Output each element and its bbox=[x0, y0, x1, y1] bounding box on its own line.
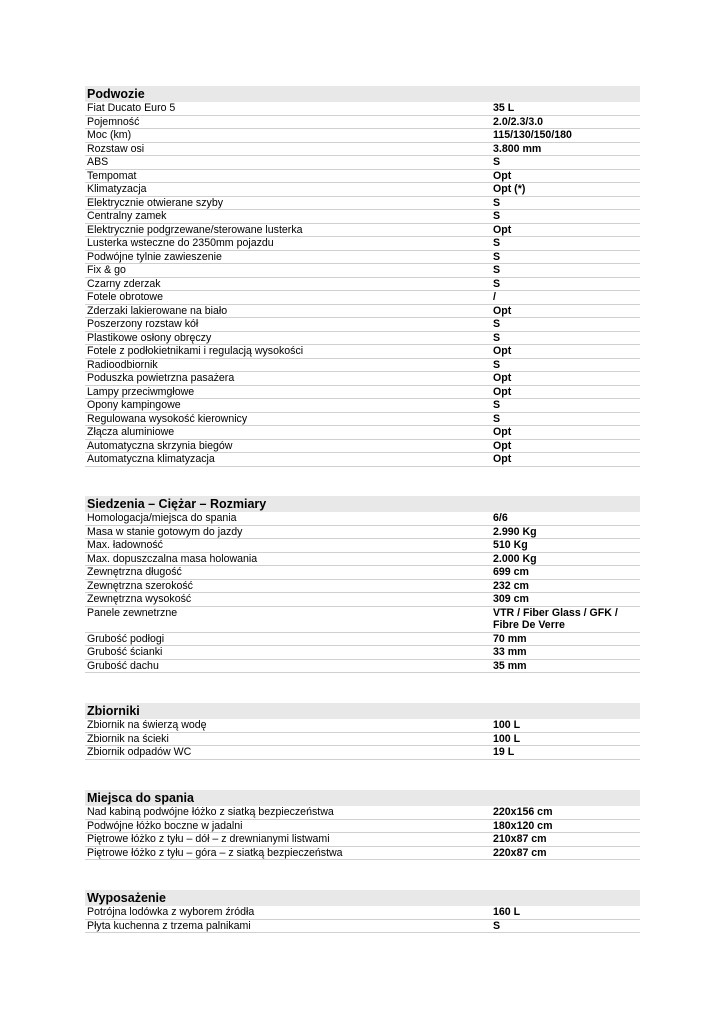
spec-label: Centralny zamek bbox=[87, 210, 167, 222]
spec-row bbox=[85, 359, 640, 373]
spec-label: Zbiornik na ścieki bbox=[87, 732, 169, 745]
spec-value: 19 L bbox=[493, 746, 515, 758]
spec-label: Plastikowe osłony obręczy bbox=[87, 331, 212, 344]
spec-value: S bbox=[493, 331, 501, 344]
spec-row bbox=[85, 526, 640, 540]
spec-row bbox=[85, 833, 640, 847]
spec-row bbox=[85, 210, 640, 224]
spec-value: S bbox=[493, 156, 501, 168]
spec-row bbox=[85, 553, 640, 567]
spec-label: Fix & go bbox=[87, 264, 126, 276]
spec-value: Opt bbox=[493, 372, 512, 384]
spec-value: 100 L bbox=[493, 719, 521, 731]
section-miejsca bbox=[85, 790, 640, 860]
section-zbiorniki bbox=[85, 703, 640, 760]
spec-row bbox=[85, 170, 640, 184]
spec-row bbox=[85, 580, 640, 594]
spec-value: 70 mm bbox=[493, 632, 527, 645]
spec-value: 2.990 Kg bbox=[493, 525, 537, 538]
spec-value: S bbox=[493, 412, 501, 425]
spec-row bbox=[85, 116, 640, 130]
spec-value: 35 mm bbox=[493, 659, 527, 672]
spec-row bbox=[85, 399, 640, 413]
spec-row bbox=[85, 318, 640, 332]
spec-row bbox=[85, 278, 640, 292]
spec-label: Poduszka powietrzna pasażera bbox=[87, 372, 235, 384]
spec-label: Max. ładowność bbox=[87, 539, 163, 551]
spec-value: Opt bbox=[493, 453, 512, 465]
spec-label: Zbiornik na świerzą wodę bbox=[87, 719, 207, 731]
spec-row bbox=[85, 660, 640, 674]
spec-value: 180x120 cm bbox=[493, 819, 553, 832]
spec-row bbox=[85, 251, 640, 265]
spec-value: 33 mm bbox=[493, 646, 527, 658]
spec-value: VTR / Fiber Glass / GFK / Fibre De Verre bbox=[493, 606, 618, 631]
spec-value: 35 L bbox=[493, 102, 515, 114]
spec-row bbox=[85, 426, 640, 440]
spec-label: Fotele obrotowe bbox=[87, 291, 163, 303]
spec-row bbox=[85, 291, 640, 305]
spec-label: Zderzaki lakierowane na biało bbox=[87, 304, 228, 317]
spec-value: S bbox=[493, 318, 501, 330]
spec-label: Złącza aluminiowe bbox=[87, 426, 175, 438]
spec-row bbox=[85, 633, 640, 647]
spec-row bbox=[85, 332, 640, 346]
spec-value: Opt bbox=[493, 426, 512, 438]
spec-label: Zbiornik odpadów WC bbox=[87, 746, 192, 758]
section-title: Podwozie bbox=[85, 86, 640, 102]
spec-row bbox=[85, 566, 640, 580]
spec-row bbox=[85, 372, 640, 386]
spec-row bbox=[85, 820, 640, 834]
spec-row bbox=[85, 847, 640, 861]
spec-row bbox=[85, 440, 640, 454]
spec-value: 510 Kg bbox=[493, 539, 528, 551]
spec-value: Opt bbox=[493, 385, 512, 398]
spec-label: Fiat Ducato Euro 5 bbox=[87, 102, 176, 114]
spec-label: Max. dopuszczalna masa holowania bbox=[87, 552, 258, 565]
spec-row bbox=[85, 183, 640, 197]
spec-value: 6/6 bbox=[493, 512, 508, 524]
spec-value: 3.800 mm bbox=[493, 142, 542, 155]
spec-value: Opt bbox=[493, 439, 512, 452]
spec-label: Elektrycznie otwierane szyby bbox=[87, 196, 224, 209]
spec-value: S bbox=[493, 196, 501, 209]
spec-label: Grubość dachu bbox=[87, 659, 159, 672]
spec-row bbox=[85, 237, 640, 251]
section-title: Miejsca do spania bbox=[85, 790, 640, 806]
spec-label: Potrójna lodówka z wyborem źródła bbox=[87, 906, 255, 918]
spec-row bbox=[85, 156, 640, 170]
spec-value: Opt bbox=[493, 169, 512, 182]
section-podwozie bbox=[85, 86, 640, 467]
spec-label: Zewnętrzna długość bbox=[87, 566, 182, 578]
spec-value: 100 L bbox=[493, 732, 521, 745]
spec-row bbox=[85, 143, 640, 157]
spec-row bbox=[85, 719, 640, 733]
spec-label: Lampy przeciwmgłowe bbox=[87, 385, 195, 398]
spec-row bbox=[85, 593, 640, 607]
spec-label: Rozstaw osi bbox=[87, 142, 145, 155]
spec-row bbox=[85, 413, 640, 427]
spec-value: Opt bbox=[493, 223, 512, 236]
spec-row bbox=[85, 386, 640, 400]
spec-value: 2.0/2.3/3.0 bbox=[493, 115, 544, 128]
spec-label: Masa w stanie gotowym do jazdy bbox=[87, 525, 243, 538]
spec-label: Regulowana wysokość kierownicy bbox=[87, 412, 248, 425]
spec-label: Grubość podłogi bbox=[87, 632, 165, 645]
spec-value: 2.000 Kg bbox=[493, 552, 537, 565]
spec-row bbox=[85, 733, 640, 747]
spec-row bbox=[85, 746, 640, 760]
spec-label: Automatyczna klimatyzacja bbox=[87, 453, 215, 465]
spec-value: 699 cm bbox=[493, 566, 529, 578]
spec-label: Poszerzony rozstaw kół bbox=[87, 318, 199, 330]
spec-value: S bbox=[493, 919, 501, 932]
spec-row bbox=[85, 920, 640, 934]
spec-value: Opt bbox=[493, 345, 512, 357]
spec-value: S bbox=[493, 250, 501, 263]
spec-value: S bbox=[493, 210, 501, 222]
spec-value: 232 cm bbox=[493, 579, 529, 592]
spec-label: Piętrowe łóżko z tyłu – góra – z siatką bezpieczeństwa bbox=[87, 846, 343, 859]
spec-row bbox=[85, 453, 640, 467]
spec-value: 309 cm bbox=[493, 593, 529, 605]
spec-value: S bbox=[493, 237, 501, 249]
spec-row bbox=[85, 646, 640, 660]
spec-value: 220x156 cm bbox=[493, 806, 553, 818]
spec-label: Tempomat bbox=[87, 169, 137, 182]
spec-label: Lusterka wsteczne do 2350mm pojazdu bbox=[87, 237, 274, 249]
spec-label: Piętrowe łóżko z tyłu – dół – z drewnianymi listwami bbox=[87, 833, 330, 845]
spec-label: Nad kabiną podwójne łóżko z siatką bezpieczeństwa bbox=[87, 806, 334, 818]
spec-row bbox=[85, 197, 640, 211]
spec-row bbox=[85, 906, 640, 920]
spec-label: Moc (km) bbox=[87, 129, 132, 141]
spec-row bbox=[85, 305, 640, 319]
spec-label: Płyta kuchenna z trzema palnikami bbox=[87, 919, 251, 932]
spec-row bbox=[85, 264, 640, 278]
spec-label: Elektrycznie podgrzewane/sterowane lusterka bbox=[87, 223, 303, 236]
spec-label: Automatyczna skrzynia biegów bbox=[87, 439, 233, 452]
spec-label: Grubość ścianki bbox=[87, 646, 163, 658]
spec-label: ABS bbox=[87, 156, 109, 168]
spec-value: Opt bbox=[493, 304, 512, 317]
spec-label: Panele zewnetrzne bbox=[87, 606, 178, 619]
spec-label: Pojemność bbox=[87, 115, 140, 128]
section-title: Siedzenia – Ciężar – Rozmiary bbox=[85, 496, 640, 512]
spec-row bbox=[85, 539, 640, 553]
spec-row bbox=[85, 129, 640, 143]
spec-value: 115/130/150/180 bbox=[493, 129, 572, 141]
spec-row bbox=[85, 102, 640, 116]
spec-label: Czarny zderzak bbox=[87, 277, 161, 290]
spec-label: Zewnętrzna szerokość bbox=[87, 579, 193, 592]
spec-value: 210x87 cm bbox=[493, 833, 547, 845]
spec-label: Podwójne tylnie zawieszenie bbox=[87, 250, 222, 263]
section-title: Wyposażenie bbox=[85, 890, 640, 906]
spec-row bbox=[85, 224, 640, 238]
spec-label: Fotele z podłokietnikami i regulacją wysokości bbox=[87, 345, 304, 357]
spec-label: Radioodbiornik bbox=[87, 358, 158, 371]
section-title: Zbiorniki bbox=[85, 703, 640, 719]
section-wyposazenie bbox=[85, 890, 640, 933]
spec-label: Podwójne łóżko boczne w jadalni bbox=[87, 819, 243, 832]
spec-label: Homologacja/miejsca do spania bbox=[87, 512, 237, 524]
spec-value: / bbox=[493, 291, 496, 303]
spec-row bbox=[85, 806, 640, 820]
spec-row bbox=[85, 607, 640, 633]
spec-label: Zewnętrzna wysokość bbox=[87, 593, 192, 605]
spec-value: S bbox=[493, 264, 501, 276]
spec-value: Opt (*) bbox=[493, 183, 526, 195]
section-siedzenia bbox=[85, 496, 640, 673]
spec-value: S bbox=[493, 399, 501, 411]
spec-value: 160 L bbox=[493, 906, 521, 918]
spec-row bbox=[85, 345, 640, 359]
spec-row bbox=[85, 512, 640, 526]
spec-label: Klimatyzacja bbox=[87, 183, 147, 195]
spec-label: Opony kampingowe bbox=[87, 399, 181, 411]
spec-value: S bbox=[493, 277, 501, 290]
spec-value: S bbox=[493, 358, 501, 371]
spec-value: 220x87 cm bbox=[493, 846, 547, 859]
